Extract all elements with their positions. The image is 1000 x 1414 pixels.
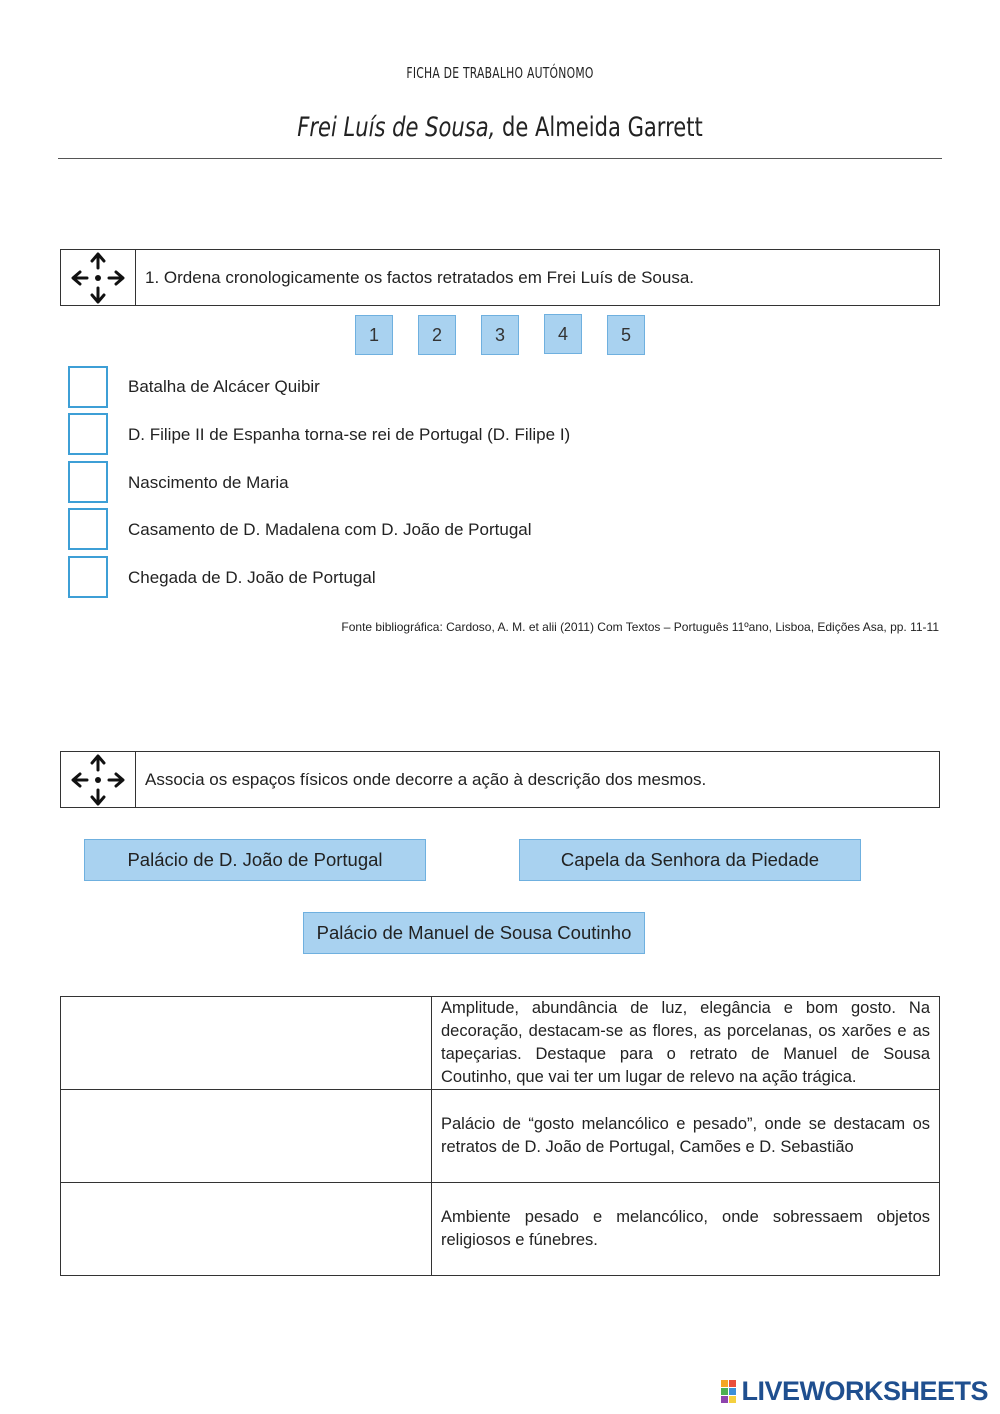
order-drop-box-1[interactable] [68,366,108,408]
exercise2-instruction: Associa os espaços físicos onde decorre a ação à descrição dos mesmos. [145,769,707,789]
order-drop-box-3[interactable] [68,461,108,503]
number-tile-2[interactable]: 2 [418,315,456,355]
order-drop-box-4[interactable] [68,508,108,550]
bibliographic-source: Fonte bibliográfica: Cardoso, A. M. et alii (2011) Com Textos – Português 11ºano, Lisboa, Edições Asa, pp. 11-11 [341,620,939,634]
worksheet-title [110,112,890,143]
matching-table [60,996,940,1276]
fact-label-3: Nascimento de Maria [128,473,289,492]
header-divider [58,158,942,159]
fact-label-5: Chegada de D. João de Portugal [128,568,376,587]
exercise1-instruction: 1. Ordena cronologicamente os factos retratados em Frei Luís de Sousa. [145,267,695,287]
description-2: Palácio de “gosto melancólico e pesado”, onde se destacam os retratos de D. João de Portugal, Camões e D. Sebastião [432,1090,940,1183]
liveworksheets-logo [721,1376,988,1406]
number-tile-3[interactable]: 3 [481,315,519,355]
number-tile-4[interactable]: 4 [544,314,582,354]
match-drop-zone-1[interactable] [61,997,432,1090]
move-arrows-icon [61,250,136,305]
match-drop-zone-2[interactable] [61,1090,432,1183]
table-row [61,1090,940,1183]
fact-label-4: Casamento de D. Madalena com D. João de Portugal [128,520,532,539]
worksheet-subtitle: FICHA DE TRABALHO AUTÓNOMO [406,64,594,82]
title-work: Frei Luís de Sousa, [297,112,496,143]
draggable-tag-palacio-manuel[interactable]: Palácio de Manuel de Sousa Coutinho [303,912,645,954]
exercise1-instruction-box [60,249,940,306]
move-arrows-icon [61,752,136,807]
draggable-tag-palacio-joao[interactable]: Palácio de D. João de Portugal [84,839,426,881]
fact-label-1: Batalha de Alcácer Quibir [128,377,320,396]
title-author: de Almeida Garrett [495,112,703,143]
table-row [61,1183,940,1276]
match-drop-zone-3[interactable] [61,1183,432,1276]
draggable-tag-capela[interactable]: Capela da Senhora da Piedade [519,839,861,881]
number-tile-1[interactable]: 1 [355,315,393,355]
logo-text: LIVEWORKSHEETS [741,1375,988,1406]
description-1: Amplitude, abundância de luz, elegância e bom gosto. Na decoração, destacam-se as flores, as porcelanas, os xarões e as tapeçarias. Destaque para o retrato de Manuel de Sousa Coutinho, que vai ter um lugar de relevo na ação trágica. [432,997,940,1090]
logo-squares-icon [721,1380,736,1403]
exercise2-instruction-box [60,751,940,808]
order-drop-box-5[interactable] [68,556,108,598]
fact-label-2: D. Filipe II de Espanha torna-se rei de Portugal (D. Filipe I) [128,425,571,444]
table-row [61,997,940,1090]
order-drop-box-2[interactable] [68,413,108,455]
number-tile-5[interactable]: 5 [607,315,645,355]
description-3: Ambiente pesado e melancólico, onde sobressaem objetos religiosos e fúnebres. [432,1183,940,1276]
